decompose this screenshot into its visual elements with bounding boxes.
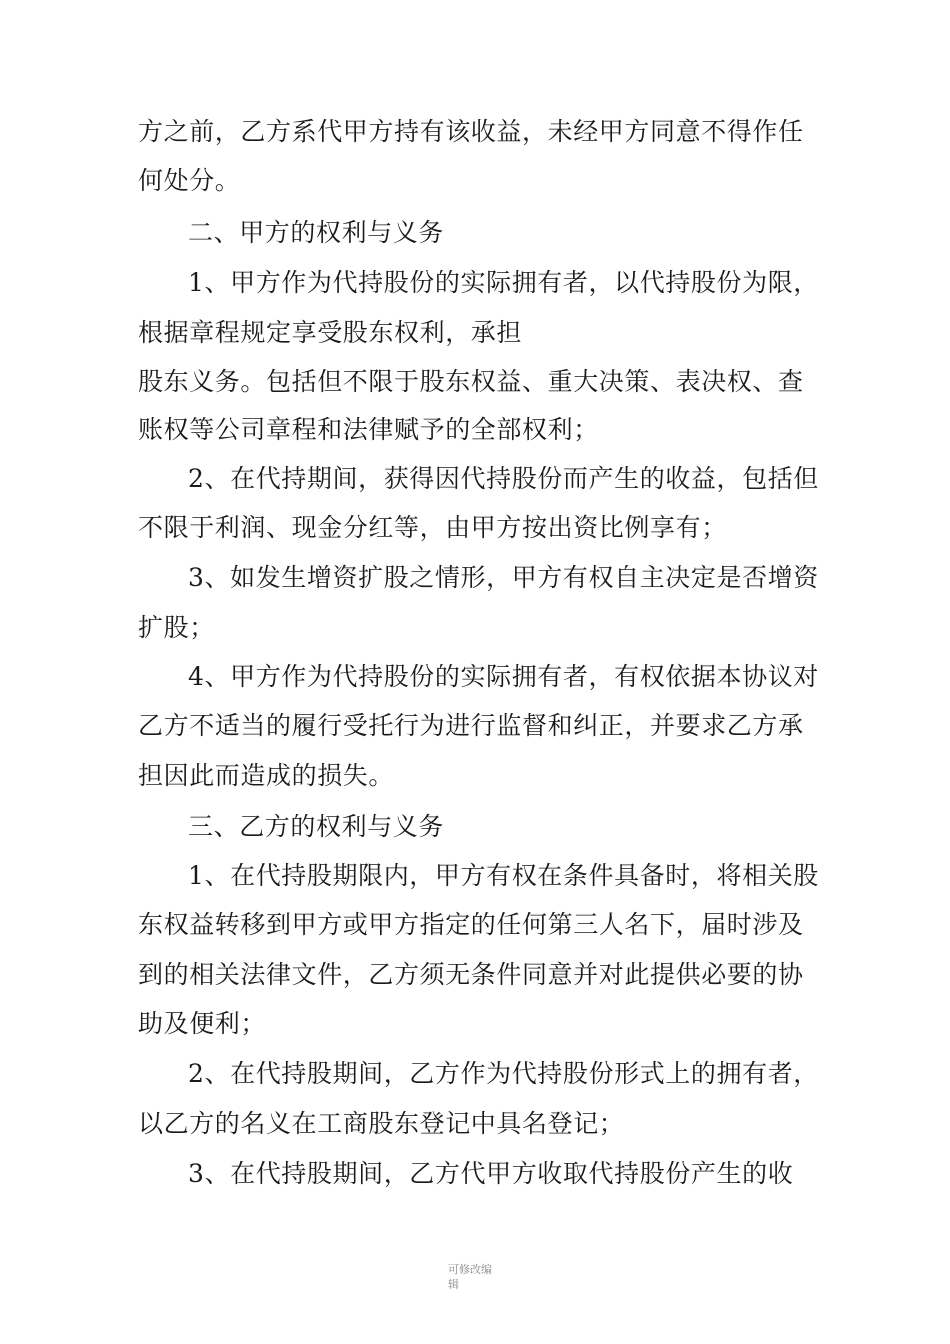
text-line: 股东义务。包括但不限于股东权益、重大决策、表决权、查 xyxy=(138,367,804,396)
text-line: 以乙方的名义在工商股东登记中具名登记； xyxy=(138,1109,625,1138)
footer-note xyxy=(448,1262,508,1292)
section-heading: 三、乙方的权利与义务 xyxy=(188,812,445,841)
section-heading: 二、甲方的权利与义务 xyxy=(188,218,445,247)
text-line: 1、甲方作为代持股份的实际拥有者，以代持股份为限， xyxy=(188,268,819,297)
text-line: 乙方不适当的履行受托行为进行监督和纠正，并要求乙方承 xyxy=(138,711,804,740)
text-line: 根据章程规定享受股东权利，承担 xyxy=(138,318,523,347)
text-line: 不限于利润、现金分红等，由甲方按出资比例享有； xyxy=(138,513,727,542)
text-line: 到的相关法律文件，乙方须无条件同意并对此提供必要的协 xyxy=(138,960,804,989)
text-line: 4、甲方作为代持股份的实际拥有者，有权依据本协议对 xyxy=(188,662,819,691)
text-line: 东权益转移到甲方或甲方指定的任何第三人名下，届时涉及 xyxy=(138,910,804,939)
text-line: 3、如发生增资扩股之情形，甲方有权自主决定是否增资 xyxy=(188,563,819,592)
text-line: 扩股； xyxy=(138,613,215,642)
text-line: 账权等公司章程和法律赋予的全部权利； xyxy=(138,415,599,444)
text-line: 担因此而造成的损失。 xyxy=(138,761,395,790)
text-line: 2、在代持期间，获得因代持股份而产生的收益，包括但 xyxy=(188,464,819,493)
text-line: 方之前，乙方系代甲方持有该收益，未经甲方同意不得作任 xyxy=(138,117,804,146)
text-line: 2、在代持股期间，乙方作为代持股份形式上的拥有者， xyxy=(188,1059,819,1088)
footer-note-line: 可修改编 xyxy=(448,1263,492,1276)
text-line: 何处分。 xyxy=(138,166,241,195)
text-line: 助及便利； xyxy=(138,1009,267,1038)
text-line: 1、在代持股期限内，甲方有权在条件具备时，将相关股 xyxy=(188,861,819,890)
footer-note-line: 辑 xyxy=(448,1278,459,1291)
text-line: 3、在代持股期间，乙方代甲方收取代持股份产生的收 xyxy=(188,1159,794,1188)
